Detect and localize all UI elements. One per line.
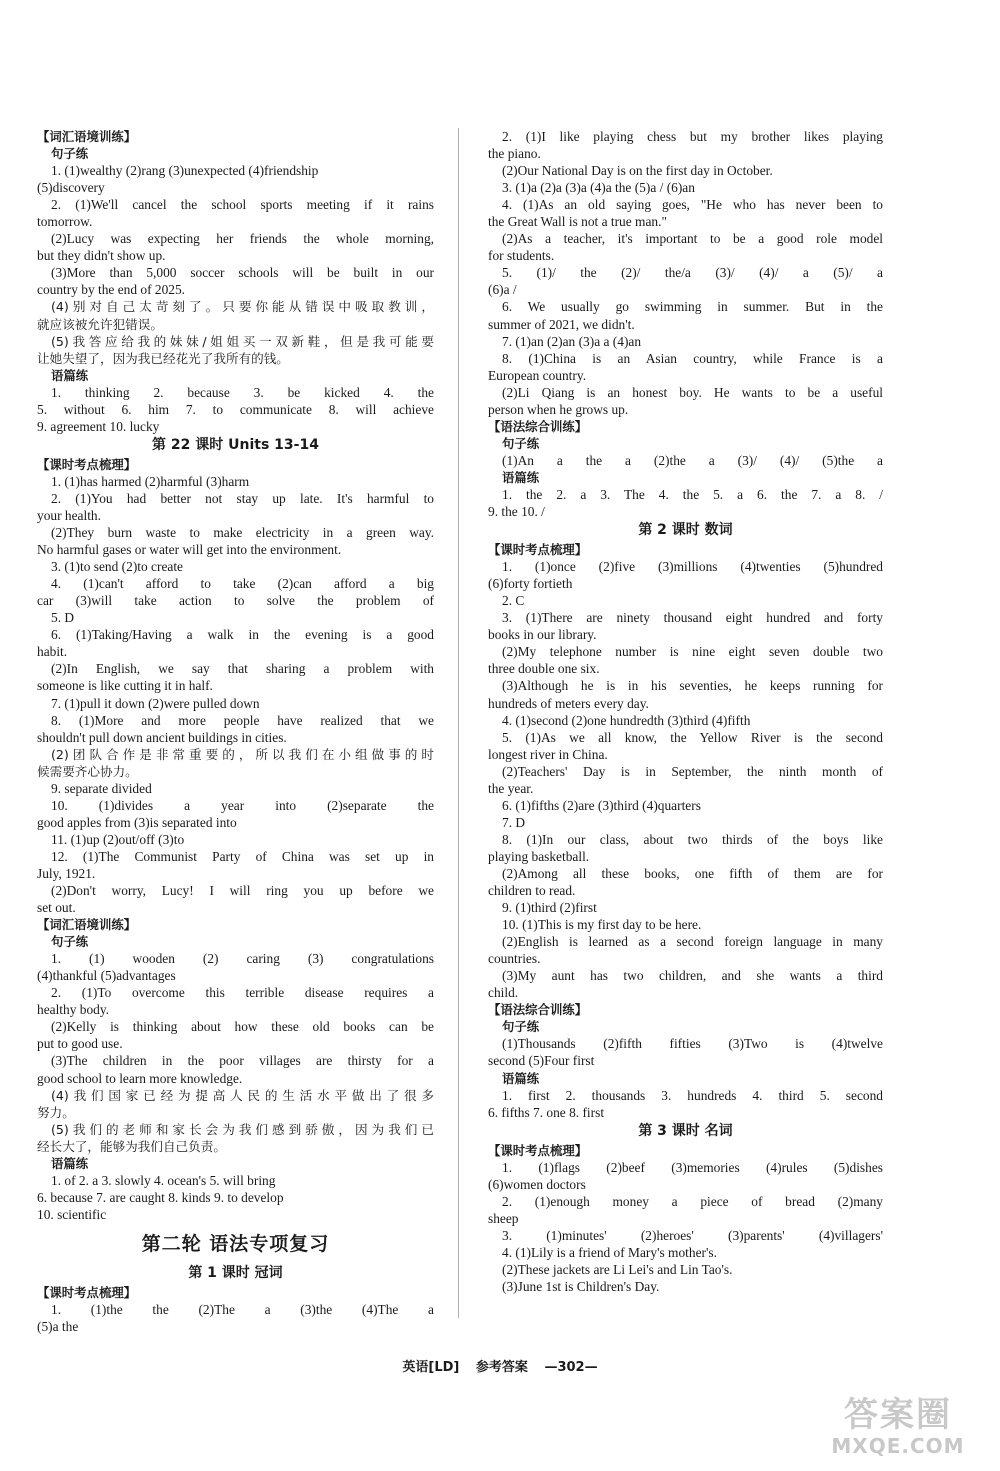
subsection-heading: 句子练 bbox=[51, 934, 89, 950]
answer-line: 8. (1)In our class, about two thirds of the boys like bbox=[502, 831, 883, 847]
page-number: —302— bbox=[544, 1360, 598, 1375]
answer-line: countries. bbox=[488, 951, 541, 967]
answer-line: 6. because 7. are caught 8. kinds 9. to develop bbox=[37, 1189, 284, 1205]
answer-line: 2. (1)enough money a piece of bread (2)many bbox=[502, 1193, 883, 1209]
section-heading: 【课时考点梳理】 bbox=[37, 456, 137, 472]
answer-line: 6. fifths 7. one 8. first bbox=[488, 1104, 605, 1120]
round-title: 第二轮 语法专项复习 bbox=[141, 1232, 330, 1255]
lesson-title: 第 2 课时 数词 bbox=[638, 522, 733, 539]
answer-line: habit. bbox=[37, 644, 68, 660]
watermark-url: MXQE.COM bbox=[831, 1434, 965, 1458]
answer-line: (2)Kelly is thinking about how these old books can be bbox=[51, 1019, 434, 1035]
answer-line: (1)Thousands (2)fifth fifties (3)Two is (4)twelve bbox=[502, 1036, 883, 1052]
answer-line: (2)Don't worry, Lucy! I will ring you up before we bbox=[51, 883, 434, 899]
answer-line: (2)These jackets are Li Lei's and Lin Tao's. bbox=[502, 1262, 733, 1277]
answer-line: (5)我们的老师和家长会为我们感到骄傲，因为我们已 bbox=[51, 1121, 434, 1137]
answer-line: 6. We usually go swimming in summer. But in the bbox=[502, 299, 883, 315]
answer-line: shouldn't pull down ancient buildings in cities. bbox=[37, 729, 287, 745]
answer-line: summer of 2021, we didn't. bbox=[488, 316, 635, 332]
answer-line: 1. thinking 2. because 3. be kicked 4. the bbox=[51, 384, 434, 400]
answer-line: (2)They burn waste to make electricity in a green way. bbox=[51, 525, 434, 541]
answer-line: (5)a the bbox=[37, 1319, 79, 1335]
answer-line: 7. (1)an (2)an (3)a a (4)an bbox=[502, 333, 642, 349]
answer-line: 5. (1)/ the (2)/ the/a (3)/ (4)/ a (5)/ a bbox=[502, 265, 883, 281]
answer-line: 1. the 2. a 3. The 4. the 5. a 6. the 7. a 8. / bbox=[502, 486, 883, 502]
answer-line: three double one six. bbox=[488, 661, 600, 677]
answer-line: someone is like cutting it in half. bbox=[37, 678, 213, 694]
answer-line: healthy body. bbox=[37, 1002, 110, 1018]
answer-line: hundreds of meters every day. bbox=[488, 695, 649, 711]
answer-line: 就应该被允许犯错误。 bbox=[37, 316, 163, 332]
answer-line: 1. first 2. thousands 3. hundreds 4. third 5. second bbox=[502, 1087, 883, 1103]
subsection-heading: 句子练 bbox=[51, 146, 89, 162]
answer-line: (3)My aunt has two children, and she wants a third bbox=[502, 968, 883, 984]
answer-line: 1. (1)has harmed (2)harmful (3)harm bbox=[51, 473, 250, 489]
answer-line: (4)我们国家已经为提高人民的生活水平做出了很多 bbox=[51, 1087, 434, 1103]
answer-line: put to good use. bbox=[37, 1036, 123, 1052]
answer-line: (3)June 1st is Children's Day. bbox=[502, 1279, 660, 1295]
page-footer bbox=[0, 1356, 1000, 1375]
watermark-logo bbox=[808, 1395, 988, 1465]
subsection-heading: 语篇练 bbox=[51, 367, 89, 383]
answer-line: good apples from (3)is separated into bbox=[37, 814, 237, 830]
answer-line: 候需要齐心协力。 bbox=[37, 763, 138, 779]
answer-line: (2)团队合作是非常重要的，所以我们在小组做事的时 bbox=[51, 746, 434, 762]
subsection-heading: 语篇练 bbox=[51, 1155, 89, 1171]
answer-line: 让她失望了，因为我已经花光了我所有的钱。 bbox=[37, 350, 289, 366]
answer-line: the piano. bbox=[488, 146, 541, 162]
answer-line: 5. without 6. him 7. to communicate 8. will achieve bbox=[37, 401, 434, 417]
answer-line: (2)In English, we say that sharing a problem with bbox=[51, 661, 434, 677]
answer-line: 6. (1)Taking/Having a walk in the evening is a good bbox=[51, 627, 434, 643]
answer-line: (2)Among all these books, one fifth of them are for bbox=[502, 865, 883, 881]
footer-label: 参考答案 bbox=[475, 1360, 528, 1375]
answer-line: (3)The children in the poor villages are thirsty for a bbox=[51, 1053, 434, 1069]
answer-line: 1. (1)once (2)five (3)millions (4)twenties (5)hundred bbox=[502, 559, 883, 575]
answer-line: No harmful gases or water will get into the environment. bbox=[37, 542, 342, 558]
answer-line: 4. (1)As an old saying goes, "He who has never been to bbox=[502, 197, 883, 213]
answer-line: (2)Our National Day is on the first day in October. bbox=[502, 163, 773, 179]
answer-line: second (5)Four first bbox=[488, 1053, 595, 1069]
answer-line: car (3)will take action to solve the problem of bbox=[37, 593, 434, 609]
answer-line: longest river in China. bbox=[488, 746, 608, 762]
answer-line: 9. (1)third (2)first bbox=[502, 900, 597, 916]
answer-line: for students. bbox=[488, 248, 555, 264]
watermark-logo-text: 答案圈 bbox=[844, 1395, 952, 1435]
answer-line: (1)An a the a (2)the a (3)/ (4)/ (5)the a bbox=[502, 452, 883, 468]
answer-line: 努力。 bbox=[37, 1104, 75, 1120]
answer-line: 3. (1)There are ninety thousand eight hundred and forty bbox=[502, 610, 883, 626]
answer-line: July, 1921. bbox=[37, 865, 96, 881]
subsection-heading: 语篇练 bbox=[502, 469, 540, 485]
answer-line: 9. separate divided bbox=[51, 780, 152, 796]
answer-line: (4)别对自己太苛刻了。只要你能从错误中吸取教训， bbox=[51, 299, 434, 315]
answer-line: 3. (1)minutes' (2)heroes' (3)parents' (4)villagers' bbox=[502, 1227, 883, 1243]
answer-line: 10. scientific bbox=[37, 1206, 107, 1222]
answer-line: (6)women doctors bbox=[488, 1176, 586, 1192]
answer-line: 3. (1)to send (2)to create bbox=[51, 559, 183, 575]
answer-line: sheep bbox=[488, 1210, 519, 1226]
answer-line: (2)Teachers' Day is in September, the ninth month of bbox=[502, 763, 883, 779]
answer-line: (5)我答应给我的妹妹/姐姐买一双新鞋，但是我可能要 bbox=[51, 333, 434, 349]
answer-line: (2)Lucy was expecting her friends the whole morning, bbox=[51, 231, 434, 247]
answer-line: 5. (1)As we all know, the Yellow River is the second bbox=[502, 729, 883, 745]
right-column bbox=[488, 128, 883, 1295]
answer-line: 9. agreement 10. lucky bbox=[37, 418, 160, 434]
answer-line: 1. (1)flags (2)beef (3)memories (4)rules (5)dishes bbox=[502, 1159, 883, 1175]
answer-line: 7. D bbox=[502, 814, 526, 830]
answer-line: (6)forty fortieth bbox=[488, 576, 573, 592]
answer-line: 5. D bbox=[51, 610, 75, 626]
answer-line: 1. of 2. a 3. slowly 4. ocean's 5. will bring bbox=[51, 1172, 276, 1188]
answer-line: 8. (1)More and more people have realized that we bbox=[51, 712, 434, 728]
answer-line: 2. (1)You had better not stay up late. It's harmful to bbox=[51, 490, 434, 506]
lesson-title: 第 22 课时 Units 13-14 bbox=[152, 436, 319, 453]
answer-line: 1. (1) wooden (2) caring (3) congratulations bbox=[51, 951, 434, 967]
subsection-heading: 句子练 bbox=[502, 1019, 540, 1035]
answer-line: (3)More than 5,000 soccer schools will be built in our bbox=[51, 265, 434, 281]
answer-line: playing basketball. bbox=[488, 848, 590, 864]
answer-line: 4. (1)can't afford to take (2)can afford a big bbox=[51, 576, 434, 592]
answer-line: 4. (1)Lily is a friend of Mary's mother's. bbox=[502, 1244, 717, 1260]
section-heading: 【课时考点梳理】 bbox=[37, 1284, 137, 1300]
answer-line: (2)Li Qiang is an honest boy. He wants to be a useful bbox=[502, 384, 883, 400]
answer-line: (5)discovery bbox=[37, 180, 105, 196]
answer-line: 2. (1)We'll cancel the school sports meeting if it rains bbox=[51, 197, 434, 213]
answer-line: 2. (1)To overcome this terrible disease requires a bbox=[51, 985, 434, 1001]
answer-line: 10. (1)divides a year into (2)separate the bbox=[51, 797, 434, 813]
section-heading: 【词汇语境训练】 bbox=[37, 917, 137, 933]
answer-line: 8. (1)China is an Asian country, while France is a bbox=[502, 350, 883, 366]
column-divider bbox=[458, 128, 459, 1318]
lesson-title: 第 3 课时 名词 bbox=[638, 1122, 733, 1139]
section-heading: 【课时考点梳理】 bbox=[488, 1142, 588, 1158]
answer-line: country by the end of 2025. bbox=[37, 282, 186, 298]
answer-line: person when he grows up. bbox=[488, 401, 629, 417]
answer-line: the Great Wall is not a true man." bbox=[488, 214, 667, 230]
answer-line: 1. (1)wealthy (2)rang (3)unexpected (4)friendship bbox=[51, 163, 319, 179]
answer-line: 1. (1)the the (2)The a (3)the (4)The a bbox=[51, 1302, 434, 1317]
left-column bbox=[37, 128, 434, 1335]
answer-line: 3. (1)a (2)a (3)a (4)a the (5)a / (6)an bbox=[502, 180, 695, 196]
answer-line: (2)As a teacher, it's important to be a good role model bbox=[502, 231, 883, 247]
answer-line: child. bbox=[488, 985, 519, 1001]
section-heading: 【语法综合训练】 bbox=[488, 418, 588, 434]
answer-line: children to read. bbox=[488, 883, 576, 899]
subsection-heading: 语篇练 bbox=[502, 1070, 540, 1086]
answer-line: books in our library. bbox=[488, 627, 597, 643]
answer-line: 11. (1)up (2)out/off (3)to bbox=[51, 831, 185, 847]
section-heading: 【课时考点梳理】 bbox=[488, 542, 588, 558]
answer-line: (4)thankful (5)advantages bbox=[37, 968, 176, 984]
answer-line: 9. the 10. / bbox=[488, 504, 545, 520]
subsection-heading: 句子练 bbox=[502, 435, 540, 451]
answer-line: (2)English is learned as a second foreign language in many bbox=[502, 934, 883, 950]
answer-line: (2)My telephone number is nine eight seven double two bbox=[502, 644, 883, 660]
answer-line: (3)Although he is in his seventies, he keeps running for bbox=[502, 678, 883, 694]
answer-line: 经长大了，能够为我们自己负责。 bbox=[37, 1138, 226, 1154]
answer-line: 10. (1)This is my first day to be here. bbox=[502, 917, 702, 933]
answer-line: 2. (1)I like playing chess but my brother likes playing bbox=[502, 129, 883, 144]
answer-line: good school to learn more knowledge. bbox=[37, 1070, 243, 1086]
answer-line: set out. bbox=[37, 900, 76, 916]
lesson-title: 第 1 课时 冠词 bbox=[188, 1264, 283, 1281]
answer-line: the year. bbox=[488, 780, 534, 796]
answer-line: tomorrow. bbox=[37, 214, 93, 230]
section-heading: 【语法综合训练】 bbox=[488, 1002, 588, 1018]
answer-line: European country. bbox=[488, 367, 587, 383]
answer-line: your health. bbox=[37, 507, 101, 523]
answer-line: 7. (1)pull it down (2)were pulled down bbox=[51, 695, 260, 711]
answer-line: but they didn't show up. bbox=[37, 248, 166, 264]
answer-line: 6. (1)fifths (2)are (3)third (4)quarters bbox=[502, 797, 701, 813]
answer-line: 2. C bbox=[502, 593, 525, 609]
answer-line: (6)a / bbox=[488, 282, 517, 298]
footer-subject: 英语[LD] bbox=[402, 1360, 460, 1375]
section-heading: 【词汇语境训练】 bbox=[37, 129, 137, 144]
answer-line: 4. (1)second (2)one hundredth (3)third (4)fifth bbox=[502, 712, 751, 728]
answer-line: 12. (1)The Communist Party of China was set up in bbox=[51, 848, 434, 864]
